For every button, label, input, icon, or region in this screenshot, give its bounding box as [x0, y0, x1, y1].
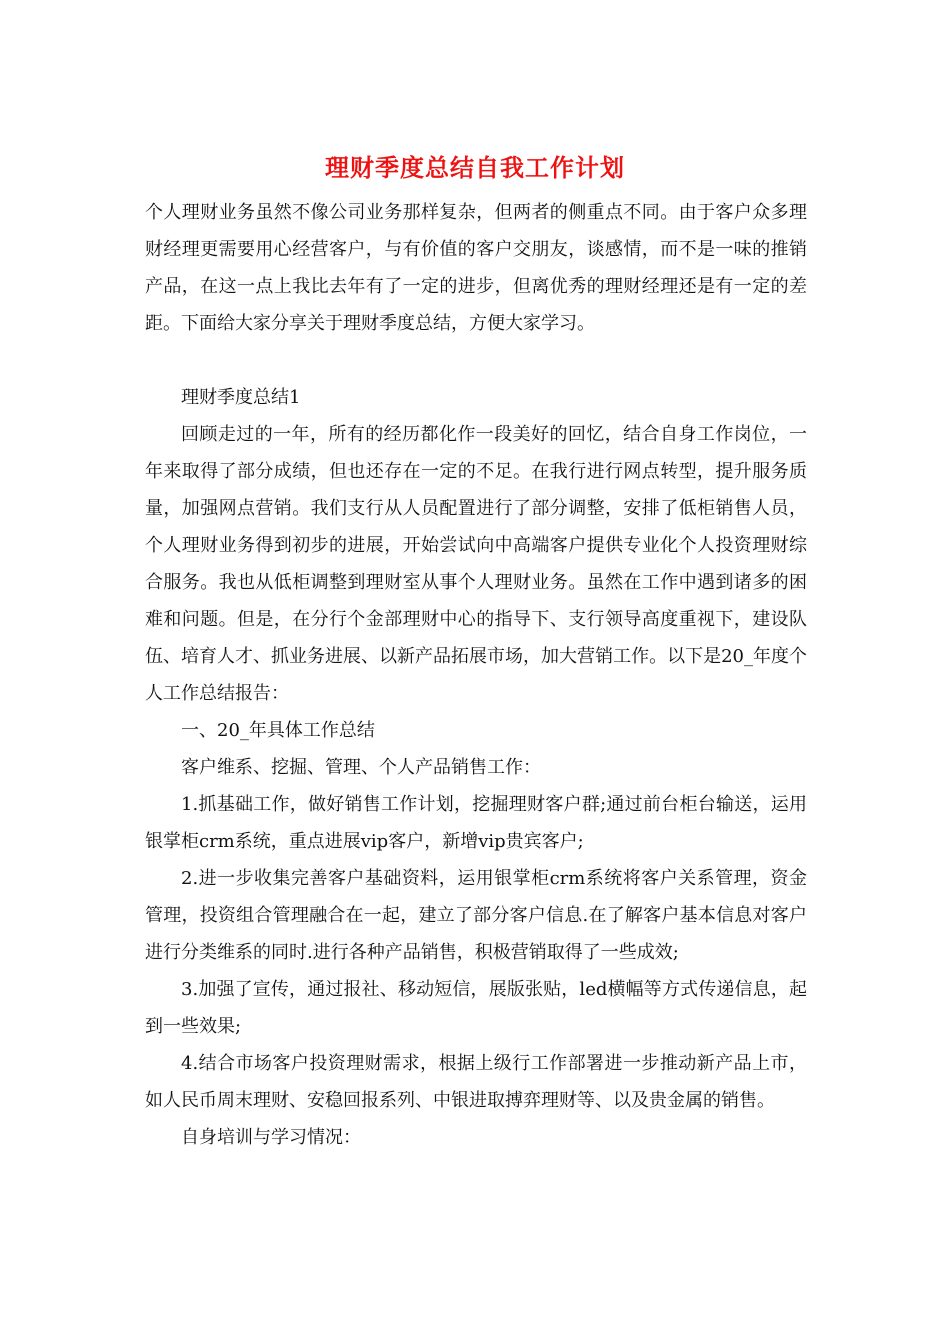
list-item: 4.结合市场客户投资理财需求，根据上级行工作部署进一步推动新产品上市，如人民币周末理财、安稳回报系列、中银进取搏弈理财等、以及贵金属的销售。	[145, 1053, 807, 1111]
list-item: 1.抓基础工作，做好销售工作计划，挖掘理财客户群;通过前台柜台输送，运用银掌柜crm系统，重点进展vip客户，新增vip贵宾客户;	[145, 794, 807, 852]
list-item: 3.加强了宣传，通过报社、移动短信，展版张贴，led横幅等方式传递信息，起到一些效果;	[145, 979, 807, 1037]
subsection-label: 客户维系、挖掘、管理、个人产品销售工作：	[181, 757, 541, 778]
intro-paragraph: 个人理财业务虽然不像公司业务那样复杂，但两者的侧重点不同。由于客户众多理财经理更需要用心经营客户，与有价值的客户交朋友，谈感情，而不是一味的推销产品，在这一点上我比去年有了一定的进步，但离优秀的理财经理还是有一定的差距。下面给大家分享关于理财季度总结，方便大家学习。	[145, 202, 807, 334]
list-item: 2.进一步收集完善客户基础资料，运用银掌柜crm系统将客户关系管理，资金管理，投资组合管理融合在一起，建立了部分客户信息.在了解客户基本信息对客户进行分类维系的同时.进行各种产品销售，积极营销取得了一些成效;	[145, 868, 807, 963]
subsection-heading: 一、20_年具体工作总结	[181, 720, 375, 741]
section-heading: 理财季度总结1	[181, 387, 301, 408]
body-paragraph: 回顾走过的一年，所有的经历都化作一段美好的回忆，结合自身工作岗位，一年来取得了部分成绩，但也还存在一定的不足。在我行进行网点转型，提升服务质量，加强网点营销。我们支行从人员配置进行了部分调整，安排了低柜销售人员，个人理财业务得到初步的进展，开始尝试向中高端客户提供专业化个人投资理财综合服务。我也从低柜调整到理财室从事个人理财业务。虽然在工作中遇到诸多的困难和问题。但是，在分行个金部理财中心的指导下、支行领导高度重视下，建设队伍、培育人才、抓业务进展、以新产品拓展市场，加大营销工作。以下是20_年度个人工作总结报告：	[145, 424, 807, 704]
document-title: 理财季度总结自我工作计划	[325, 153, 625, 182]
blank-line	[145, 342, 807, 379]
subsection-label: 自身培训与学习情况：	[181, 1127, 361, 1148]
document-body	[145, 194, 807, 1156]
